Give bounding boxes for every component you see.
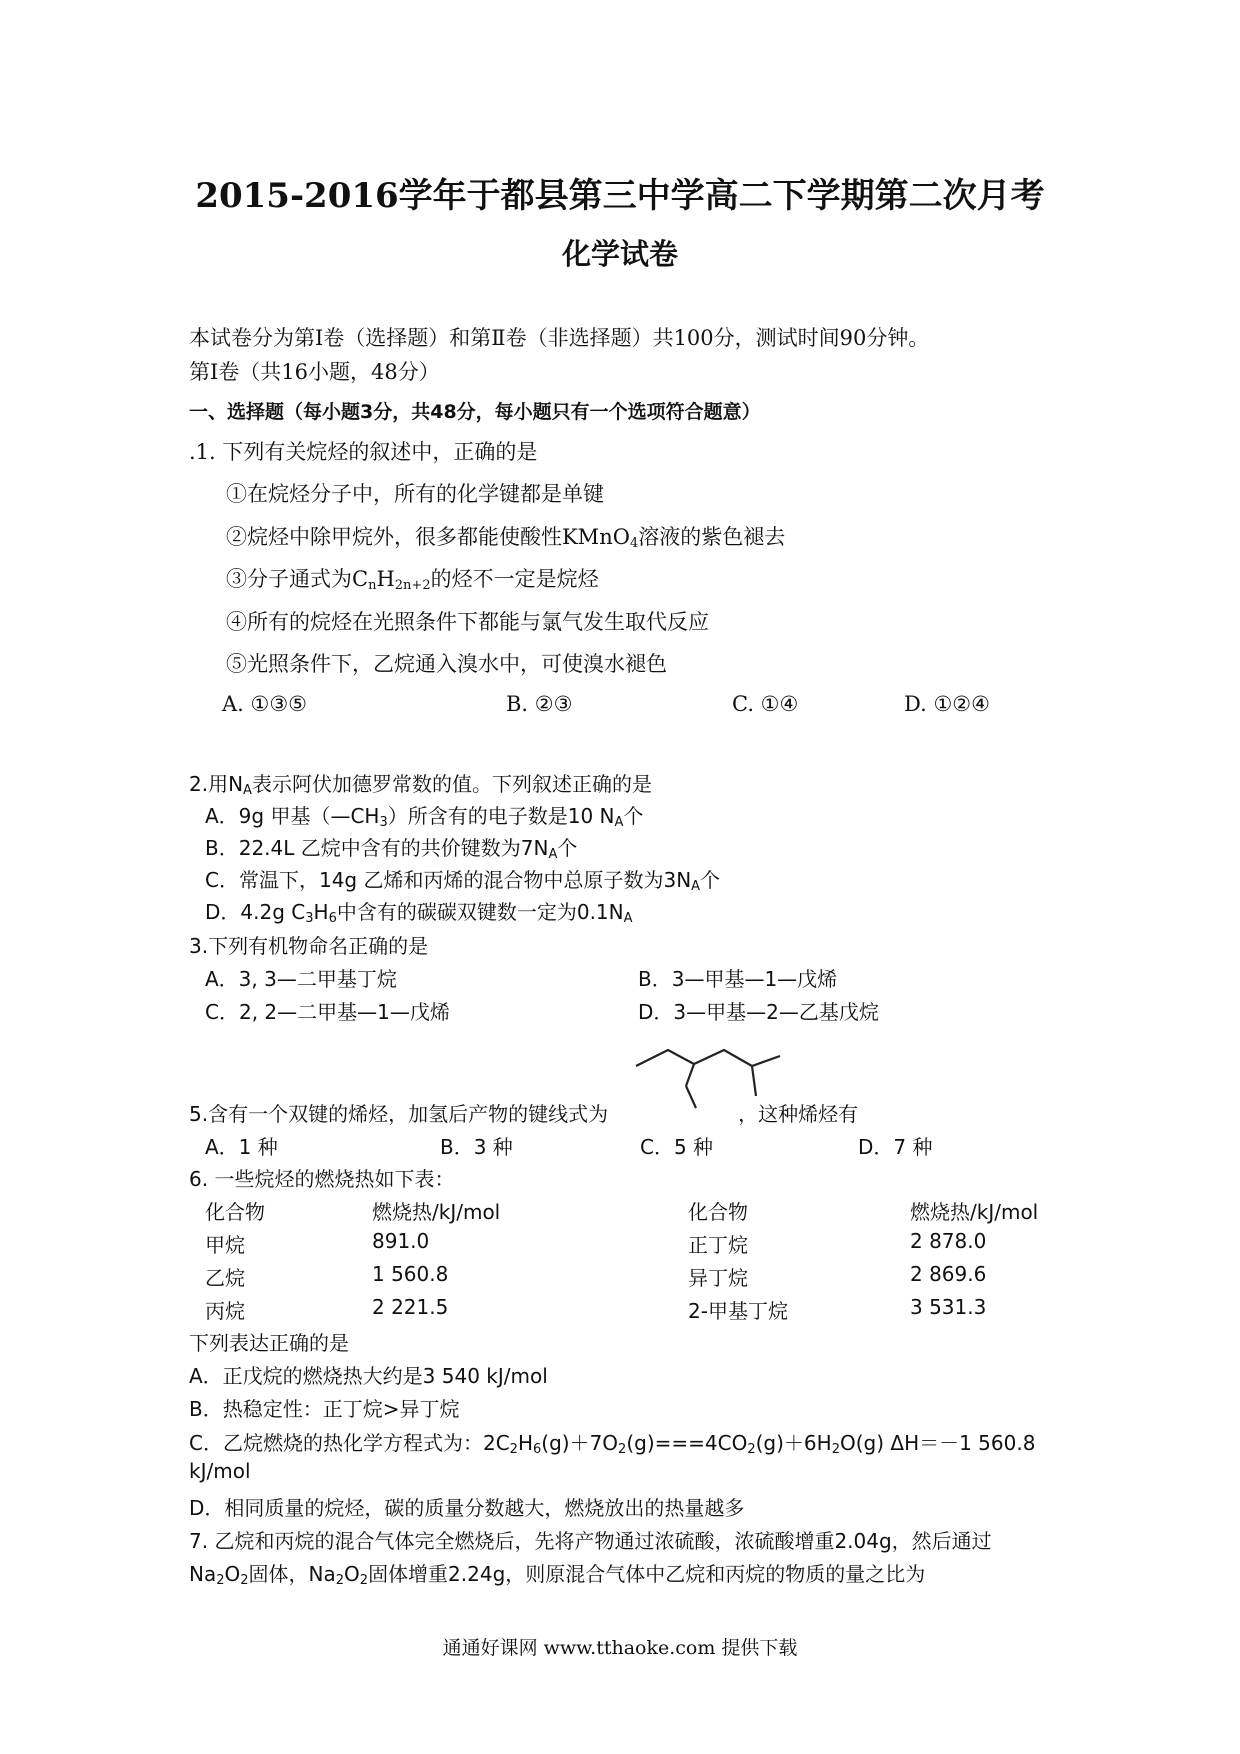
- q2-option-d: D．4.2g $C_3H_6$中含有的碳碳双键数一定为$0.1N_A$: [205, 900, 633, 926]
- table-cell: 甲烷: [205, 1233, 245, 1257]
- q6-prompt: 下列表达正确的是: [189, 1331, 349, 1355]
- q3-option-d: D．3—甲基—2—乙基戊烷: [638, 1000, 879, 1024]
- q7-stem-continued: $Na_2O_2$固体，$Na_2O_2$固体增重2.24g，则原混合气体中乙烷和丙烷的物质的量之比为: [189, 1562, 926, 1588]
- q1-stem: .1. 下列有关烷烃的叙述中，正确的是: [189, 440, 538, 464]
- q2-stem: 2.用$N_A$表示阿伏加德罗常数的值。下列叙述正确的是: [189, 772, 652, 798]
- q1-statement-2: ②烷烃中除甲烷外，很多都能使酸性KMnO$_4$溶液的紫色褪去: [226, 525, 786, 551]
- table-cell: 异丁烷: [688, 1266, 748, 1290]
- q1-option-d: D. ①②④: [904, 692, 990, 716]
- table-cell: 2-甲基丁烷: [688, 1299, 788, 1323]
- table-header-cell: 燃烧热/kJ/mol: [910, 1200, 1039, 1224]
- q6-option-c-continued: kJ/mol: [189, 1459, 251, 1483]
- q1-option-b: B. ②③: [506, 692, 573, 716]
- table-cell: 2 878.0: [910, 1229, 987, 1253]
- q2-option-a: A．9g 甲基$(—CH_3)$所含有的电子数是10 $N_A$个: [205, 804, 644, 830]
- q3-option-c: C．2, 2—二甲基—1—戊烯: [205, 1000, 450, 1024]
- q1-statement-1: ①在烷烃分子中，所有的化学键都是单键: [226, 482, 604, 506]
- table-cell: 1 560.8: [372, 1262, 449, 1286]
- q1-statement-4: ④所有的烷烃在光照条件下都能与氯气发生取代反应: [226, 610, 709, 634]
- table-cell: 乙烷: [205, 1266, 245, 1290]
- table-cell: 2 221.5: [372, 1295, 449, 1319]
- q3-option-b: B．3—甲基—1—戊烯: [638, 967, 838, 991]
- table-header-cell: 燃烧热/kJ/mol: [372, 1200, 501, 1224]
- q1-option-c: C. ①④: [732, 692, 799, 716]
- q6-option-b: B．热稳定性：正丁烷>异丁烷: [189, 1397, 460, 1421]
- q6-option-a: A．正戊烷的燃烧热大约是3 540 kJ/mol: [189, 1364, 548, 1388]
- page-subtitle: 化学试卷: [561, 237, 678, 271]
- table-cell: 正丁烷: [688, 1233, 748, 1257]
- intro-line: 本试卷分为第Ⅰ卷（选择题）和第Ⅱ卷（非选择题）共100分，测试时间90分钟。: [189, 326, 930, 350]
- q5-option-a: A．1 种: [205, 1135, 278, 1159]
- q1-option-a: A. ①③⑤: [222, 692, 307, 716]
- table-cell: 3 531.3: [910, 1295, 987, 1319]
- q6-option-c: C．乙烷燃烧的热化学方程式为：$2C_2H_6(g)+7O_2(g)===4CO_2(g)+6H_2O(g)$ ΔH＝－1 560.8: [189, 1431, 1036, 1457]
- q5-option-c: C．5 种: [640, 1135, 714, 1159]
- page-title: 2015-2016学年于都县第三中学高二下学期第二次月考: [195, 176, 1045, 216]
- q1-statement-5: ⑤光照条件下，乙烷通入溴水中，可使溴水褪色: [226, 652, 667, 676]
- q5-option-d: D．7 种: [858, 1135, 933, 1159]
- table-header-cell: 化合物: [688, 1200, 748, 1224]
- q5-stem: 5.含有一个双键的烯烃，加氢后产物的键线式为 ，这种烯烃有: [189, 1102, 859, 1126]
- q3-stem: 3.下列有机物命名正确的是: [189, 934, 429, 958]
- q2-option-c: C．常温下，14g 乙烯和丙烯的混合物中总原子数为$3N_A$个: [205, 868, 721, 894]
- volume-heading: 第Ⅰ卷（共16小题，48分）: [189, 360, 440, 384]
- q6-stem: 6. 一些烷烃的燃烧热如下表：: [189, 1167, 455, 1191]
- q6-option-d: D．相同质量的烷烃，碳的质量分数越大，燃烧放出的热量越多: [189, 1496, 745, 1520]
- table-header-cell: 化合物: [205, 1200, 265, 1224]
- q1-statement-3: ③分子通式为$C_nH_{2n+2}$的烃不一定是烷烃: [226, 567, 599, 593]
- q7-stem: 7. 乙烷和丙烷的混合气体完全燃烧后，先将产物通过浓硫酸，浓硫酸增重2.04g，然后通过: [189, 1529, 992, 1553]
- q2-option-b: B．22.4L 乙烷中含有的共价键数为$7N_A$个: [205, 836, 578, 862]
- section-heading: 一、选择题（每小题3分，共48分，每小题只有一个选项符合题意）: [189, 401, 761, 423]
- q5-option-b: B．3 种: [440, 1135, 513, 1159]
- page-footer: 通通好课网 www.tthaoke.com 提供下载: [442, 1637, 798, 1659]
- q3-option-a: A．3, 3—二甲基丁烷: [205, 967, 397, 991]
- table-cell: 891.0: [372, 1229, 430, 1253]
- table-cell: 丙烷: [205, 1299, 245, 1323]
- table-cell: 2 869.6: [910, 1262, 987, 1286]
